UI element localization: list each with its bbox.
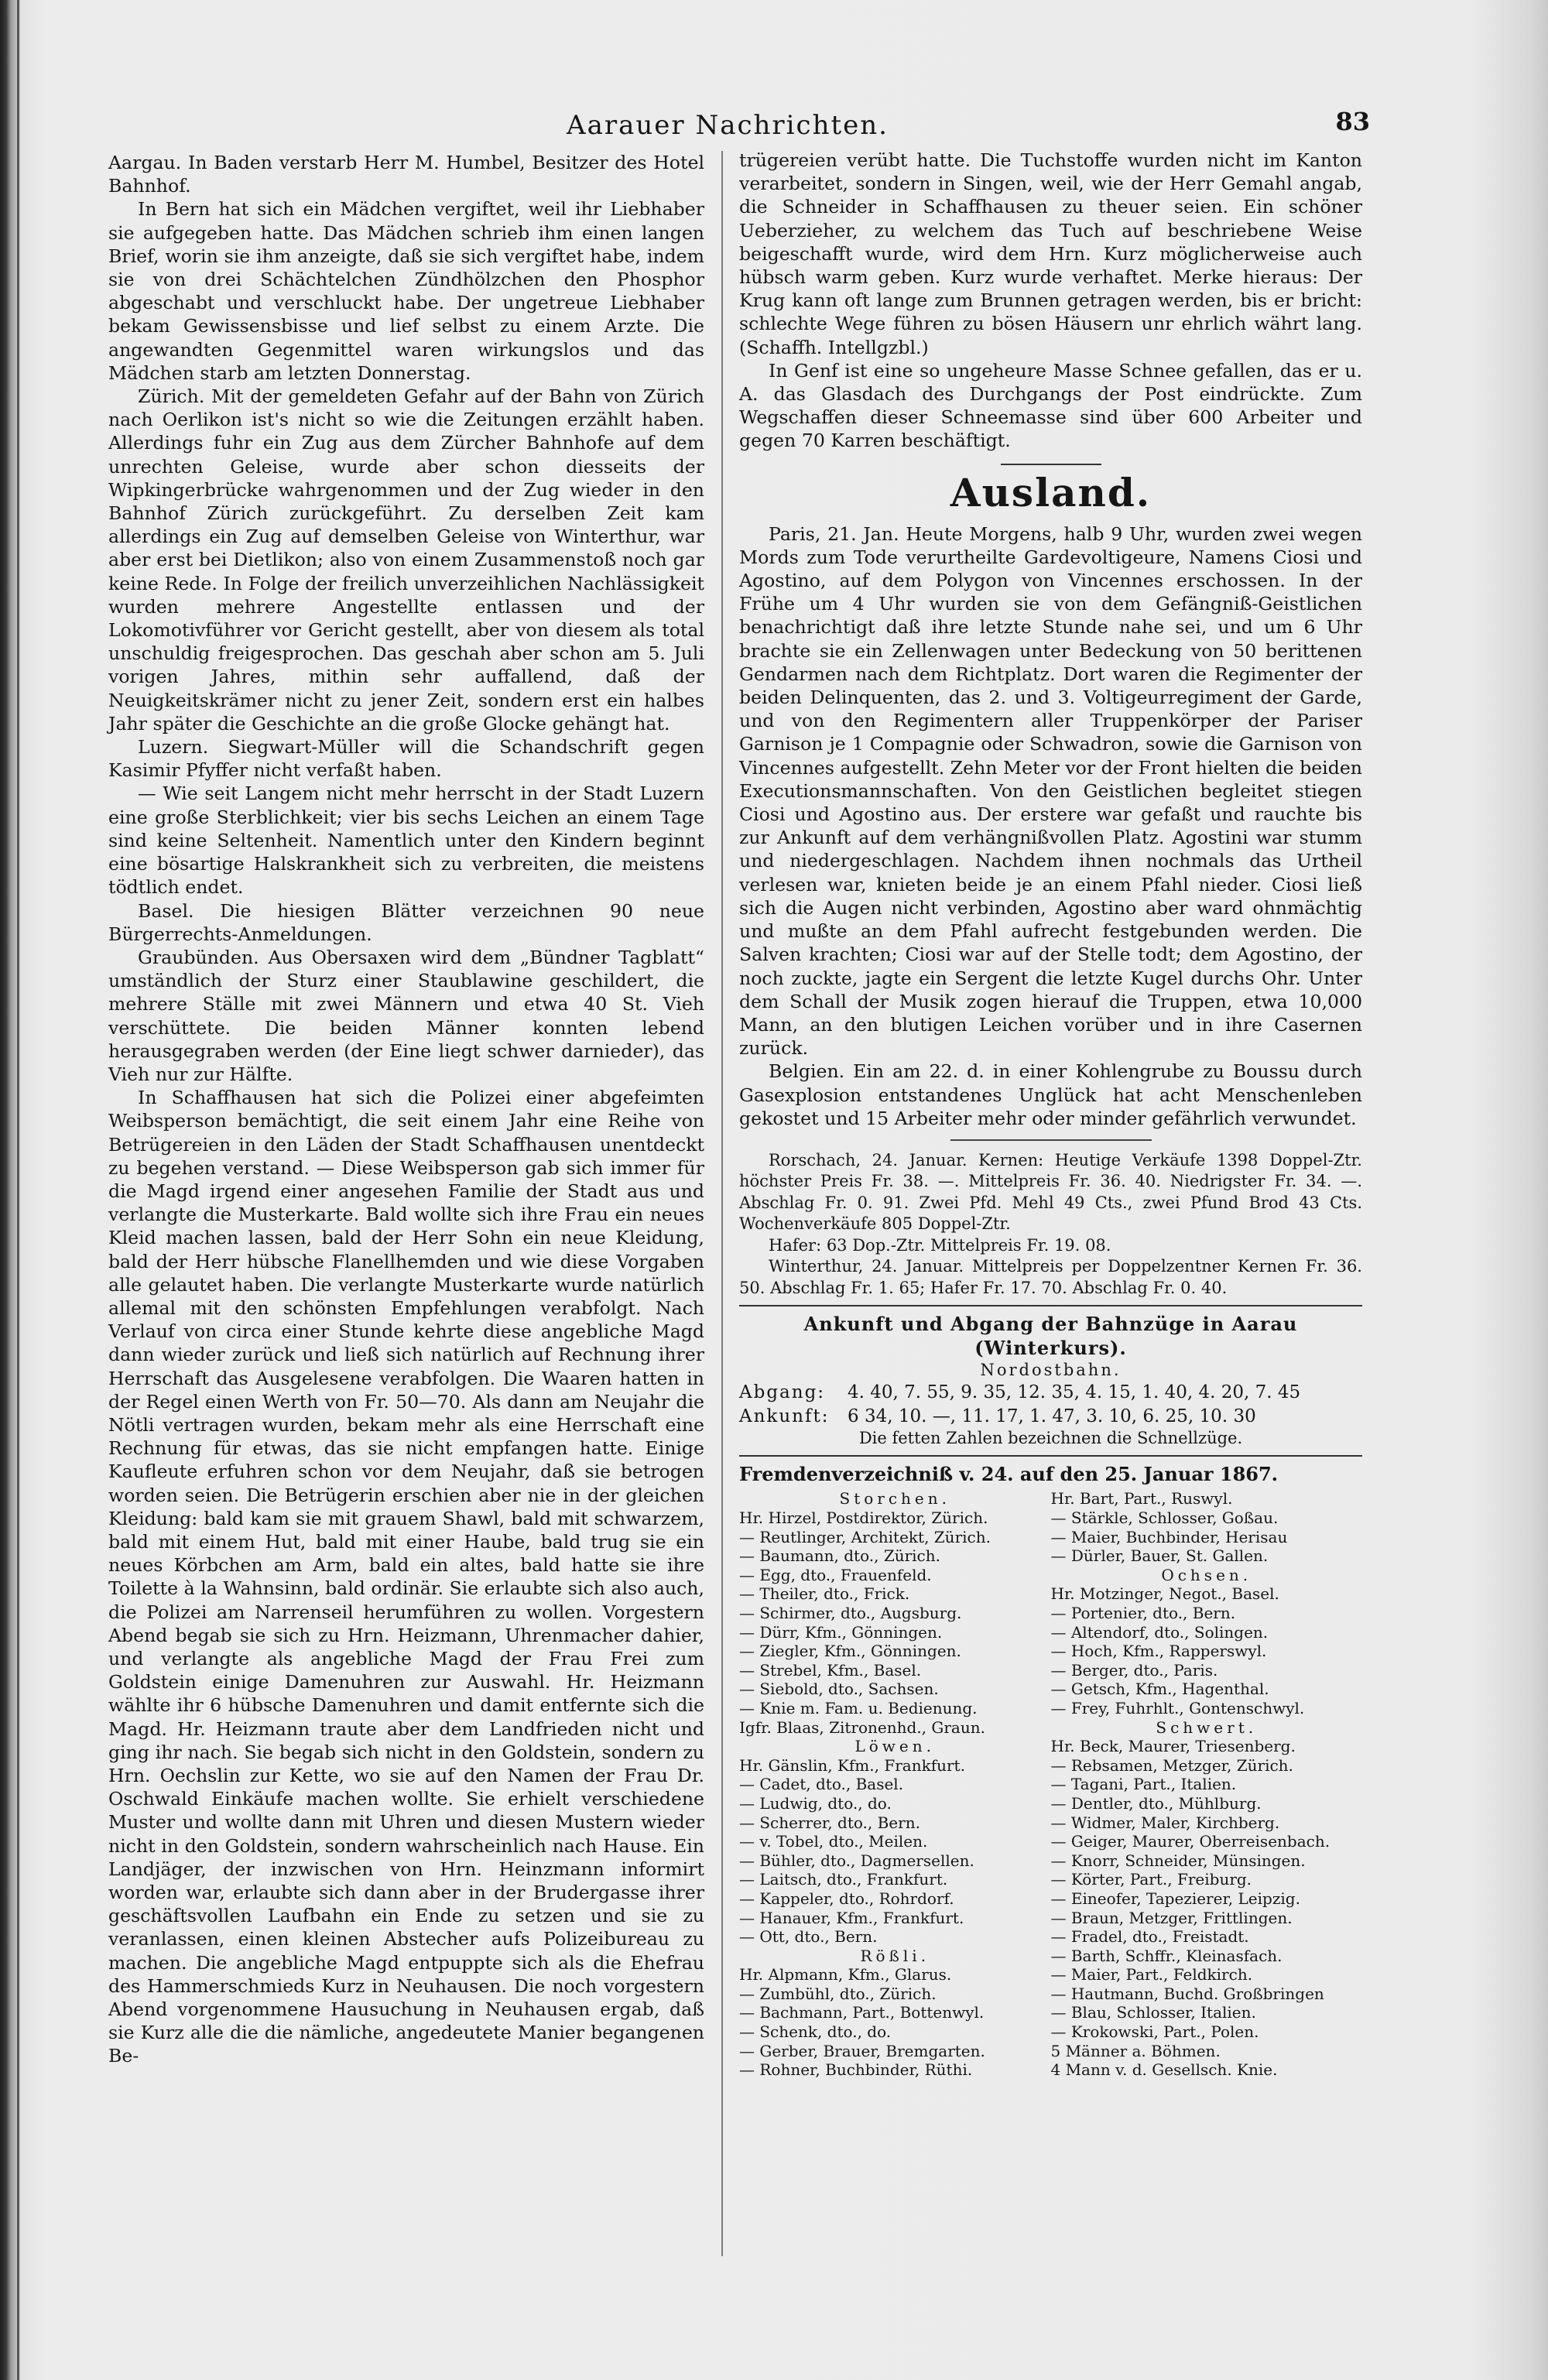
divider [739,1455,1362,1457]
train-note: Die fetten Zahlen bezeichnen die Schnellzüge. [858,1428,1243,1447]
guest-list-entry: — Fradel, dto., Freistadt. [1050,1927,1249,1947]
article-basel: Basel. Die hiesigen Blätter verzeichnen 90 neue Bürgerrechts-Anmeldungen. [108,899,704,945]
departures-times: 4. 40, 7. 55, 9. 35, 12. 35, 4. 15, 1. 40, 4. 20, 7. 45 [848,1382,1301,1403]
guest-list-entry: — Schirmer, dto., Augsburg. [739,1604,962,1622]
guest-list-entry: — Theiler, dto., Frick. [739,1584,910,1604]
article-bern: In Bern hat sich ein Mädchen vergiftet, weil ihr Liebhaber sie aufgegeben hatte. Das Mädchen schrieb ihm einen langen Brief, worin sie ihm anzeigte, daß sie sich vergiftet habe, indem sie von drei Schächtelchen Zündhölzchen den Phosphor abgeschabt und verschluckt habe. Der ungetreue Liebhaber bekam Gewissensbisse und lief selbst zu einem Arzte. Die angewandten Gegenmittel waren wirkungslos und das Mädchen starb am letzten Donnerstag. [108,198,704,384]
guest-list-entry: — Laitsch, dto., Frankfurt. [739,1870,948,1889]
guest-list-entry: — Dürler, Bauer, St. Gallen. [1050,1546,1269,1566]
article-schaffhausen: In Schaffhausen hat sich die Polizei einer abgefeimten Weibsperson bemächtigt, die seit einem Jahr eine Reihe von Betrügereien in den Läden der Stadt Schaffhausen unentdeckt zu begehen verstand. — Diese Weibsperson gab sich immer für die Magd irgend einer angesehen Familie der Stadt aus und verlangte die Musterkarte. Bald wollte sich ihre Frau ein neues Kleid machen lassen, bald der Herr Sohn ein neue Kleidung, bald der Herr hübsche Flanellhemden und wie diese Vorgaben alle gelautet haben. Die verlangte Musterkarte wurde natürlich allemal mit den schönsten Empfehlungen verabfolgt. Nach Verlauf von circa einer Stunde kehrte diese angebliche Magd dann wieder zurück und ließ sich natürlich auf Rechnung ihrer Herrschaft das Ausgelesene verabfolgen. Die Waaren hatten in der Regel einen Werth von Fr. 50—70. Als dann am Neujahr die Nötli vertragen wurden, bekam mehr als eine Herrschaft eine Rechnung für etwas, das sie nicht empfangen hatte. Einige Kaufleute erfuhren schon vor dem Neujahr, daß sie betrogen worden seien. Die Betrügerin erschien aber nie in der gleichen Kleidung: bald kam sie mit grauem Shawl, bald mit schwarzem, bald mit einem Hut, bald mit einer Haube, bald trug sie ein neues Körbchen am Arm, bald ein altes, bald hatte sie ihre Toilette à la Wahnsinn, bald ordinär. Sie erlaubte sich also auch, die Polizei am Narrenseil herumführen zu wollen. Vorgestern Abend begab sie sich zu Hrn. Heizmann, Uhrenmacher dahier, und verlangte als angebliche Magd der Frau Frei zum Goldstein einige Damenuhren zur Auswahl. Hr. Heizmann wählte ihr 6 hübsche Damenuhren und damit entfernte sich die Magd. Hr. Heizmann traute aber dem Landfrieden nicht und ging ihr nach. Sie begab sich nicht in den Goldstein, sondern zu Hrn. Oechslin zur Kette, wo sie auf den Namen der Frau Dr. Oschwald Einkäufe machen wollte. Sie erhielt verschiedene Muster und wollte dann mit Uhren und diesen Mustern wieder nicht in den Goldstein, sondern wahrscheinlich nach Hause. Ein Landjäger, der inzwischen von Hrn. Heinzmann informirt worden war, erlaubte sich dann aber in der Brudergasse ihrer geschäftsvollen Laufbahn ein Ende zu setzen und sie zu veranlassen, einen kleinen Abstecher aufs Polizeibureau zu machen. Die angebliche Magd entpuppte sich als die Ehefrau des Hammerschmieds Kurz in Neuhausen. Die noch vorgestern Abend vorgenommene Hausuchung in Neuhausen ergab, daß sie Kurz alle die die nämliche, angedeutete Manier begangenen Be- [108,1087,704,2067]
guest-list-title: Fremdenverzeichniß v. 24. auf den 25. Januar 1867. [739,1463,1279,1486]
section-title-ausland: Ausland. [950,469,1152,515]
guest-list-entry: — Zumbühl, dto., Zürich. [739,1984,937,2003]
guest-list-entry: — Ott, dto., Bern. [739,1927,878,1947]
guest-list-entry: — Maier, Buchbinder, Herisau [1050,1527,1288,1546]
train-departures [739,1381,1362,1404]
guest-list-entry: — Stärkle, Schlosser, Goßau. [1050,1508,1279,1528]
guest-list-entry: Hr. Hirzel, Postdirektor, Zürich. [739,1508,988,1528]
guest-list-entry: — Dürr, Kfm., Gönningen. [739,1622,943,1642]
article-graubuenden: Graubünden. Aus Obersaxen wird dem „Bündner Tagblatt“ umständlich der Sturz einer Staublawine geschildert, die mehrere Ställe mit zwei Männern und etwa 40 St. Vieh verschüttete. Die beiden Männer konnten lebend herausgegraben werden (der Eine liegt schwer darnieder), das Vieh nur zur Hälfte. [108,946,704,1085]
guest-list-hotel: Storchen. [839,1489,950,1508]
guest-list-entry: — Ziegler, Kfm., Gönningen. [739,1642,961,1661]
guest-list-entry: — Egg, dto., Frauenfeld. [739,1565,932,1584]
article-luzern: Luzern. Siegwart-Müller will die Schandschrift gegen Kasimir Pfyffer nicht verfaßt haben. [108,736,704,782]
guest-list [739,1489,1362,2079]
guest-list-entry: — Rebsamen, Metzger, Zürich. [1050,1755,1293,1775]
guest-list-entry: — Strebel, Kfm., Basel. [739,1660,922,1680]
train-schedule-subtitle: Nordostbahn. [980,1360,1122,1379]
guest-list-right [1051,1489,1363,2079]
guest-list-entry: — Reutlinger, Architekt, Zürich. [739,1527,991,1546]
guest-list-entry: Igfr. Blaas, Zitronenhd., Graun. [739,1717,985,1737]
guest-list-entry: — Körter, Part., Freiburg. [1050,1870,1252,1889]
guest-list-entry: — Geiger, Maurer, Oberreisenbach. [1050,1832,1331,1851]
section-rule [1001,464,1101,465]
article-luzern-2: — Wie seit Langem nicht mehr herrscht in der Stadt Luzern eine große Sterblichkeit; vier bis sechs Leichen an einem Tage sind keine Seltenheit. Namentlich unter den Kindern beginnt eine bösartige Halskrankheit sich zu verbreiten, die meistens tödtlich endet. [108,782,704,899]
guest-list-entry: — Frey, Fuhrhlt., Gontenschwyl. [1050,1698,1305,1717]
binding-edge [17,0,19,2380]
arrivals-label: Ankunft: [739,1406,830,1426]
guest-list-entry: — Barth, Schffr., Kleinasfach. [1050,1946,1283,1965]
market-rorschach: Rorschach, 24. Januar. Kernen: Heutige Verkäufe 1398 Doppel-Ztr. höchster Preis Fr. 38. —. Mittelpreis Fr. 36. 40. Niedrigster Fr. 34. —. Abschlag Fr. 0. 91. Zwei Pfd. Mehl 49 Cts., zwei Pfund Brod 43 Cts. Wochenverkäufe 805 Doppel-Ztr. [739,1150,1362,1234]
guest-list-entry: — Schenk, dto., do. [739,2022,892,2042]
market-hafer: Hafer: 63 Dop.-Ztr. Mittelpreis Fr. 19. 08. [769,1235,1111,1255]
guest-list-entry: 5 Männer a. Böhmen. [1050,2041,1221,2060]
guest-list-hotel: Löwen. [854,1737,935,1756]
article-schaffhausen-cont: trügereien verübt hatte. Die Tuchstoffe wurden nicht im Kanton verarbeitet, sondern in Singen, weil, wie der Herr Gemahl angab, die Schneider in Schaffhausen zu theuer seien. Ein schöner Ueberzieher, zu welchem das Tuch auf beschriebene Weise beigeschafft wurde, wird dem Hrn. Kurz möglicherweise auch hübsch warm geben. Kurz wurde verhaftet. Merke hieraus: Der Krug kann oft lange zum Brunnen getragen werden, bis er bricht: schlechte Wege führen zu bösen Häusern unr ehrlich währt lang. (Schaffh. Intellgzbl.) [739,149,1362,358]
train-arrivals [739,1405,1362,1428]
guest-list-entry: — Scherrer, dto., Bern. [739,1813,920,1832]
guest-list-entry: — Siebold, dto., Sachsen. [739,1680,939,1699]
guest-list-left [739,1489,1051,2079]
train-schedule-title: Ankunft und Abgang der Bahnzüge in Aarau (Winterkurs). [803,1313,1298,1359]
guest-list-entry: — Blau, Schlosser, Italien. [1050,2003,1256,2022]
guest-list-entry: — Berger, dto., Paris. [1050,1660,1218,1680]
guest-list-hotel: Ochsen. [1161,1565,1252,1584]
guest-list-entry: — Altendorf, dto., Solingen. [1050,1622,1269,1642]
guest-list-entry: — Hanauer, Kfm., Frankfurt. [739,1908,964,1927]
guest-list-entry: Hr. Alpmann, Kfm., Glarus. [739,1965,952,1984]
guest-list-entry: 4 Mann v. d. Gesellsch. Knie. [1050,2060,1278,2080]
article-belgien: Belgien. Ein am 22. d. in einer Kohlengrube zu Boussu durch Gasexplosion entstandenes Unglück hat acht Menschenleben gekostet und 15 Arbeiter mehr oder minder gefährlich verwundet. [739,1060,1362,1129]
guest-list-entry: — Tagani, Part., Italien. [1050,1775,1237,1794]
divider [950,1139,1152,1141]
guest-list-entry: — Hautmann, Buchd. Großbringen [1050,1984,1324,2003]
guest-list-entry: — Bachmann, Part., Bottenwyl. [739,2003,985,2022]
guest-list-entry: — Maier, Part., Feldkirch. [1050,1965,1253,1984]
article-genf: In Genf ist eine so ungeheure Masse Schnee gefallen, das er u. A. das Glasdach des Durchgangs der Post eindrückte. Zum Wegschaffen dieser Schneemasse sind über 600 Arbeiter und gegen 70 Karren beschäftigt. [739,359,1362,452]
guest-list-entry: — Getsch, Kfm., Hagenthal. [1050,1680,1269,1699]
guest-list-entry: — Hoch, Kfm., Rapperswyl. [1050,1642,1267,1661]
arrivals-times: 6 34, 10. —, 11. 17, 1. 47, 3. 10, 6. 25, 10. 30 [848,1406,1256,1426]
guest-list-hotel: Schwert. [1156,1717,1258,1737]
guest-list-entry: — Bühler, dto., Dagmersellen. [739,1851,974,1870]
article-zuerich: Zürich. Mit der gemeldeten Gefahr auf der Bahn von Zürich nach Oerlikon ist's nicht so wie die Zeitungen erzählt haben. Allerdings fuhr ein Zug aus dem Zürcher Bahnhofe auf dem unrechten Geleise, wurde aber schon diesseits der Wipkingerbrücke wahrgenommen und der Zug wieder in den Bahnhof Zürich zurückgeführt. Zu derselben Zeit kam allerdings ein Zug auf demselben Geleise von Winterthur, war aber erst bei Dietlikon; also von einem Zusammenstoß noch gar keine Rede. In Folge der freilich unverzeihlichen Nachlässigkeit wurden mehrere Angestellte entlassen und der Lokomotivführer vor Gericht gestellt, aber von diesem als total unschuldig freigesprochen. Das geschah aber schon am 5. Juli vorigen Jahres, mithin sehr auffallend, daß der Neuigkeitskrämer nicht zu jener Zeit, sondern erst ein halbes Jahr später die Geschichte an die große Glocke gehängt hat. [108,385,704,735]
guest-list-entry: — Baumann, dto., Zürich. [739,1546,940,1566]
guest-list-entry: — Braun, Metzger, Frittlingen. [1050,1908,1293,1927]
guest-list-entry: — Ludwig, dto., do. [739,1793,892,1813]
right-column [739,149,1362,2080]
guest-list-entry: Hr. Beck, Maurer, Triesenberg. [1050,1737,1296,1756]
guest-list-entry: — Krokowski, Part., Polen. [1050,2022,1259,2042]
article-aargau: Aargau. In Baden verstarb Herr M. Humbel, Besitzer des Hotel Bahnhof. [108,152,704,197]
guest-list-entry: Hr. Bart, Part., Ruswyl. [1050,1489,1233,1508]
guest-list-entry: — Cadet, dto., Basel. [739,1775,904,1794]
guest-list-entry: — Kappeler, dto., Rohrdorf. [739,1889,954,1908]
guest-list-entry: — Knie m. Fam. u. Bedienung. [739,1698,978,1717]
guest-list-entry: Hr. Gänslin, Kfm., Frankfurt. [739,1755,965,1775]
guest-list-entry: — Eineofer, Tapezierer, Leipzig. [1050,1889,1300,1908]
divider [739,1305,1362,1306]
guest-list-entry: — Portenier, dto., Bern. [1050,1604,1236,1622]
article-paris: Paris, 21. Jan. Heute Morgens, halb 9 Uhr, wurden zwei wegen Mords zum Tode verurtheilte Gardevoltigeure, Namens Ciosi und Agostino, auf dem Polygon von Vincennes erschossen. In der Frühe um 4 Uhr wurden sie von dem Gefängniß-Geistlichen benachrichtigt daß ihre letzte Stunde nahe sei, und um 6 Uhr brachte sie ein Zellenwagen unter Bedeckung von 50 berittenen Gendarmen nach dem Richtplatz. Dort waren die Regimenter der beiden Delinquenten, das 2. und 3. Voltigeurregiment der Garde, und von den Regimentern aller Truppenkörper der Pariser Garnison je 1 Compagnie oder Schwadron, sowie die Garnison von Vincennes aufgestellt. Zehn Meter vor der Front hielten die beiden Executionsmannschaften. Von den Geistlichen begleitet stiegen Ciosi und Agostino aus. Der erstere war gefaßt und rauchte bis zur Ankunft auf dem verhängnißvollen Platz. Agostini war stumm und niedergeschlagen. Nachdem ihnen nochmals das Urtheil verlesen war, knieten beide je an einem Pfahl nieder. Ciosi ließ sich die Augen nicht verbinden, Agostino aber ward ohnmächtig und mußte an dem Pfahl aufrecht festgebunden werden. Die Salven krachten; Ciosi war auf der Stelle todt; dem Agostino, der noch zuckte, jagte ein Sergent die letzte Kugel durchs Ohr. Unter dem Schall der Musik zogen hierauf die Truppen, etwa 10,000 Mann, an den blutigen Leichen vorüber und in ihre Casernen zurück. [739,522,1362,1060]
page-number: 83 [1335,107,1370,136]
guest-list-entry: — Knorr, Schneider, Münsingen. [1050,1851,1306,1870]
page-title: Aarauer Nachrichten. [567,110,889,141]
guest-list-entry: — Widmer, Maler, Kirchberg. [1050,1813,1280,1832]
guest-list-entry: — Gerber, Brauer, Bremgarten. [739,2041,985,2060]
guest-list-entry: Hr. Motzinger, Negot., Basel. [1050,1584,1279,1604]
left-column [108,151,704,2068]
guest-list-entry: — Dentler, dto., Mühlburg. [1050,1793,1262,1813]
departures-label: Abgang: [739,1382,826,1403]
column-divider [721,151,723,2256]
market-winterthur: Winterthur, 24. Januar. Mittelpreis per Doppelzentner Kernen Fr. 36. 50. Abschlag Fr. 1. 65; Hafer Fr. 17. 70. Abschlag Fr. 0. 40. [739,1257,1362,1297]
guest-list-entry: — Rohner, Buchbinder, Rüthi. [739,2060,973,2080]
guest-list-entry: — v. Tobel, dto., Meilen. [739,1832,928,1851]
guest-list-hotel: Rößli. [860,1946,930,1965]
